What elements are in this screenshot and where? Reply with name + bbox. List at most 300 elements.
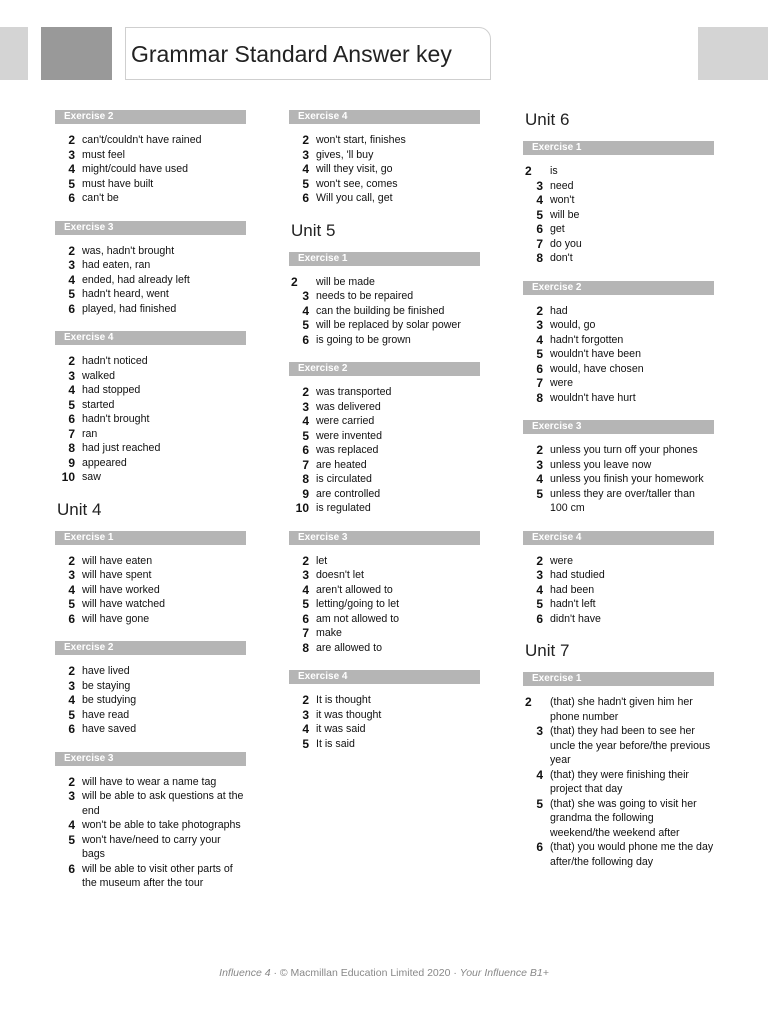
answer-text: It is thought bbox=[316, 694, 371, 706]
answer-text: played, had finished bbox=[82, 302, 177, 315]
answer-text: hadn't heard, went bbox=[82, 288, 169, 300]
answer-number: 5 bbox=[302, 736, 309, 751]
answer-item bbox=[55, 162, 246, 177]
answer-text: were invented bbox=[316, 429, 382, 442]
answer-number: 3 bbox=[536, 178, 543, 193]
answer-item bbox=[523, 612, 714, 627]
answer-item bbox=[289, 612, 480, 627]
answer-text: are heated bbox=[316, 458, 367, 471]
answer-text: were bbox=[550, 554, 573, 567]
answer-text: will have gone bbox=[82, 612, 150, 625]
answer-number: 6 bbox=[536, 222, 543, 236]
answer-item bbox=[55, 244, 246, 259]
answer-number: 4 bbox=[536, 472, 543, 486]
answer-text: let bbox=[316, 554, 328, 567]
exercise-block bbox=[523, 531, 714, 627]
answer-text: saw bbox=[82, 471, 101, 483]
answer-text: doesn't let bbox=[316, 569, 364, 581]
answer-text: had bbox=[550, 304, 568, 317]
answer-text: will have eaten bbox=[82, 554, 153, 567]
header-band-left bbox=[0, 27, 28, 80]
answer-item bbox=[55, 818, 246, 833]
unit-heading: Unit 5 bbox=[291, 220, 336, 240]
footer-copyright: · © Macmillan Education Limited 2020 · bbox=[270, 967, 460, 979]
answer-text: had just reached bbox=[82, 442, 161, 454]
answer-number: 6 bbox=[302, 191, 309, 205]
answer-text: ran bbox=[82, 427, 98, 440]
exercise-heading: Exercise 3 bbox=[523, 420, 714, 434]
answer-text: don't bbox=[550, 252, 573, 264]
answer-number: 7 bbox=[302, 626, 309, 640]
answer-number: 2 bbox=[302, 553, 309, 568]
answer-number: 4 bbox=[536, 332, 543, 347]
answer-number: 7 bbox=[536, 236, 543, 251]
answer-text: unless you leave now bbox=[550, 458, 652, 471]
answer-item bbox=[55, 383, 246, 398]
answer-text: It is said bbox=[316, 737, 355, 750]
column-3 bbox=[523, 110, 714, 884]
answer-number: 3 bbox=[536, 568, 543, 582]
answer-number: 2 bbox=[68, 243, 75, 258]
answer-text: is regulated bbox=[316, 502, 371, 514]
answer-number: 3 bbox=[68, 789, 75, 803]
answer-number: 8 bbox=[536, 251, 543, 265]
answer-text: ended, had already left bbox=[82, 273, 190, 286]
answer-item bbox=[523, 472, 714, 487]
exercise-block bbox=[55, 641, 246, 737]
answer-item bbox=[523, 208, 714, 223]
answer-text: have lived bbox=[82, 665, 130, 677]
answer-item bbox=[289, 641, 480, 656]
answer-text: is bbox=[550, 165, 558, 177]
answer-number: 2 bbox=[291, 274, 298, 289]
answer-item bbox=[55, 177, 246, 192]
answer-item bbox=[55, 597, 246, 612]
answer-number: 6 bbox=[68, 191, 75, 205]
answer-item bbox=[523, 768, 714, 797]
exercise-block bbox=[289, 110, 480, 206]
answer-item bbox=[55, 369, 246, 384]
exercise-block bbox=[523, 672, 714, 869]
answer-number: 2 bbox=[68, 664, 75, 678]
answer-item bbox=[523, 333, 714, 348]
answer-item bbox=[55, 664, 246, 679]
answer-text: unless you turn off your phones bbox=[550, 444, 698, 456]
answer-number: 5 bbox=[68, 832, 75, 847]
answer-text: appeared bbox=[82, 456, 127, 469]
answer-text: have read bbox=[82, 708, 130, 721]
answer-number: 5 bbox=[536, 347, 543, 361]
answer-number: 5 bbox=[536, 597, 543, 611]
answer-text: need bbox=[550, 179, 574, 192]
title-box bbox=[125, 27, 491, 80]
exercise-heading: Exercise 4 bbox=[289, 110, 480, 124]
answer-number: 2 bbox=[525, 164, 532, 178]
answer-number: 3 bbox=[536, 457, 543, 472]
answer-item bbox=[289, 148, 480, 163]
answer-number: 10 bbox=[61, 470, 75, 484]
answer-number: 3 bbox=[302, 147, 309, 162]
answer-number: 5 bbox=[68, 397, 75, 412]
answer-item bbox=[55, 456, 246, 471]
answer-item bbox=[523, 179, 714, 194]
answer-text: are controlled bbox=[316, 487, 381, 500]
answer-number: 5 bbox=[68, 287, 75, 301]
answer-item bbox=[55, 287, 246, 302]
answer-item bbox=[289, 289, 480, 304]
answer-number: 6 bbox=[68, 301, 75, 316]
answer-text: (that) she hadn't given him her phone number bbox=[550, 696, 693, 723]
answer-item bbox=[523, 487, 714, 516]
answer-text: is circulated bbox=[316, 473, 372, 485]
answer-item bbox=[523, 597, 714, 612]
answer-item bbox=[289, 722, 480, 737]
answer-text: hadn't left bbox=[550, 598, 596, 610]
answer-number: 4 bbox=[302, 582, 309, 597]
answer-item bbox=[55, 441, 246, 456]
answer-item bbox=[289, 708, 480, 723]
answer-item bbox=[523, 695, 714, 724]
answer-number: 3 bbox=[302, 568, 309, 582]
exercise-heading: Exercise 1 bbox=[523, 672, 714, 686]
answer-text: had stopped bbox=[82, 384, 141, 396]
answer-item bbox=[289, 472, 480, 487]
answer-text: it was said bbox=[316, 723, 366, 735]
answer-number: 6 bbox=[536, 611, 543, 626]
exercise-block bbox=[289, 670, 480, 751]
answer-number: 8 bbox=[536, 390, 543, 405]
answer-text: hadn't noticed bbox=[82, 355, 148, 367]
exercise-heading: Exercise 1 bbox=[55, 531, 246, 545]
answer-item bbox=[55, 148, 246, 163]
answer-text: will have spent bbox=[82, 569, 152, 581]
answer-text: (that) they were finishing their project that day bbox=[550, 768, 689, 795]
column-2 bbox=[289, 110, 480, 766]
answer-text: do you bbox=[550, 237, 582, 250]
answer-text: (that) they had been to see her uncle the year before/the previous year bbox=[550, 725, 711, 766]
exercise-heading: Exercise 1 bbox=[523, 141, 714, 155]
answer-number: 5 bbox=[68, 707, 75, 722]
answer-number: 8 bbox=[302, 640, 309, 655]
answer-text: wouldn't have been bbox=[550, 348, 641, 360]
answer-text: is going to be grown bbox=[316, 333, 411, 346]
answer-text: it was thought bbox=[316, 708, 382, 721]
answer-item bbox=[289, 626, 480, 641]
answer-number: 6 bbox=[68, 722, 75, 736]
answer-number: 5 bbox=[536, 796, 543, 811]
answer-item bbox=[55, 412, 246, 427]
answer-text: hadn't brought bbox=[82, 413, 150, 425]
answer-item bbox=[55, 612, 246, 627]
answer-number: 4 bbox=[536, 767, 543, 782]
answer-number: 4 bbox=[302, 722, 309, 736]
answer-item bbox=[55, 258, 246, 273]
answer-number: 2 bbox=[302, 693, 309, 707]
answer-item bbox=[55, 354, 246, 369]
answer-number: 7 bbox=[68, 426, 75, 441]
answer-text: won't have/need to carry your bags bbox=[82, 833, 221, 860]
answer-number: 6 bbox=[68, 861, 75, 876]
answer-text: were bbox=[550, 377, 573, 389]
answer-text: had been bbox=[550, 583, 595, 596]
answer-text: was transported bbox=[316, 386, 392, 398]
answer-number: 3 bbox=[68, 147, 75, 162]
answer-item bbox=[289, 385, 480, 400]
answer-text: gives, 'll buy bbox=[316, 148, 374, 161]
answer-text: might/could have used bbox=[82, 163, 189, 175]
answer-text: needs to be repaired bbox=[316, 290, 414, 302]
answer-item bbox=[523, 251, 714, 266]
exercise-heading: Exercise 2 bbox=[55, 641, 246, 655]
answer-number: 7 bbox=[536, 376, 543, 390]
answer-number: 6 bbox=[302, 443, 309, 457]
answer-item bbox=[523, 568, 714, 583]
answer-item bbox=[55, 708, 246, 723]
answer-text: get bbox=[550, 223, 565, 235]
answer-item bbox=[289, 443, 480, 458]
answer-text: were carried bbox=[316, 415, 375, 427]
answer-number: 2 bbox=[68, 553, 75, 568]
answer-item bbox=[523, 347, 714, 362]
answer-number: 3 bbox=[68, 568, 75, 582]
answer-item bbox=[55, 693, 246, 708]
answer-number: 3 bbox=[536, 318, 543, 332]
answer-item bbox=[55, 583, 246, 598]
answer-item bbox=[289, 318, 480, 333]
answer-text: had studied bbox=[550, 569, 605, 581]
unit-heading: Unit 7 bbox=[525, 641, 570, 660]
answer-item bbox=[289, 597, 480, 612]
answer-item bbox=[55, 554, 246, 569]
footer-course: Your Influence B1+ bbox=[459, 967, 549, 979]
answer-number: 4 bbox=[302, 303, 309, 318]
answer-number: 6 bbox=[302, 332, 309, 347]
answer-number: 4 bbox=[536, 193, 543, 207]
answer-number: 3 bbox=[68, 368, 75, 383]
answer-text: will have worked bbox=[82, 583, 160, 596]
answer-number: 4 bbox=[68, 818, 75, 832]
answer-number: 4 bbox=[302, 414, 309, 428]
exercise-heading: Exercise 3 bbox=[289, 531, 480, 545]
answer-item bbox=[289, 304, 480, 319]
answer-text: can't be bbox=[82, 192, 119, 204]
answer-item bbox=[289, 487, 480, 502]
exercise-heading: Exercise 2 bbox=[55, 110, 246, 124]
answer-number: 2 bbox=[536, 553, 543, 568]
footer-book: Influence 4 bbox=[219, 967, 271, 979]
answer-number: 7 bbox=[302, 457, 309, 472]
answer-text: wouldn't have hurt bbox=[550, 391, 636, 404]
answer-text: will be able to visit other parts of the museum after the tour bbox=[82, 862, 233, 889]
answer-item bbox=[55, 775, 246, 790]
answer-text: will be made bbox=[316, 275, 375, 288]
answer-number: 6 bbox=[68, 611, 75, 626]
answer-text: will be bbox=[550, 208, 580, 221]
answer-number: 4 bbox=[68, 693, 75, 707]
answer-number: 3 bbox=[536, 724, 543, 738]
answer-text: walked bbox=[82, 369, 115, 382]
answer-item bbox=[289, 583, 480, 598]
answer-item bbox=[523, 193, 714, 208]
answer-number: 5 bbox=[536, 207, 543, 222]
unit-heading: Unit 6 bbox=[525, 110, 570, 129]
answer-item bbox=[289, 333, 480, 348]
answer-item bbox=[523, 237, 714, 252]
answer-item bbox=[55, 679, 246, 694]
answer-number: 2 bbox=[68, 774, 75, 789]
exercise-heading: Exercise 2 bbox=[523, 281, 714, 295]
exercise-block bbox=[523, 141, 714, 266]
answer-number: 3 bbox=[68, 678, 75, 693]
answer-number: 5 bbox=[302, 176, 309, 191]
unit-heading: Unit 4 bbox=[57, 499, 102, 519]
answer-item bbox=[55, 568, 246, 583]
answer-item bbox=[55, 862, 246, 891]
footer bbox=[0, 967, 768, 979]
exercise-block bbox=[289, 531, 480, 656]
answer-item bbox=[523, 458, 714, 473]
exercise-block bbox=[55, 531, 246, 627]
answer-item bbox=[523, 443, 714, 458]
answer-item bbox=[523, 164, 714, 179]
answer-number: 3 bbox=[302, 289, 309, 303]
answer-number: 6 bbox=[536, 840, 543, 854]
answer-text: have saved bbox=[82, 723, 137, 735]
answer-text: started bbox=[82, 398, 115, 411]
answer-item bbox=[289, 162, 480, 177]
column-1 bbox=[55, 110, 246, 906]
answer-text: Will you call, get bbox=[316, 192, 393, 204]
answer-number: 3 bbox=[302, 707, 309, 722]
exercise-block bbox=[55, 331, 246, 485]
exercise-block bbox=[55, 221, 246, 317]
answer-text: was replaced bbox=[316, 444, 379, 456]
answer-number: 2 bbox=[302, 385, 309, 399]
answer-text: am not allowed to bbox=[316, 612, 400, 625]
answer-item bbox=[289, 737, 480, 752]
answer-item bbox=[289, 693, 480, 708]
answer-item bbox=[289, 177, 480, 192]
answer-item bbox=[523, 318, 714, 333]
answer-item bbox=[523, 391, 714, 406]
answer-item bbox=[289, 458, 480, 473]
answer-number: 10 bbox=[295, 501, 309, 515]
answer-text: unless you finish your homework bbox=[550, 473, 704, 485]
answer-item bbox=[289, 275, 480, 290]
answer-number: 2 bbox=[68, 133, 75, 147]
answer-text: be studying bbox=[82, 694, 137, 706]
answer-text: will have watched bbox=[82, 598, 166, 610]
answer-number: 2 bbox=[302, 133, 309, 147]
answer-text: be staying bbox=[82, 679, 131, 692]
answer-number: 5 bbox=[68, 176, 75, 191]
exercise-block bbox=[55, 110, 246, 206]
answer-number: 5 bbox=[536, 486, 543, 501]
answer-item bbox=[289, 133, 480, 148]
answer-text: are allowed to bbox=[316, 641, 382, 654]
answer-number: 6 bbox=[68, 412, 75, 426]
answer-number: 2 bbox=[525, 695, 532, 709]
answer-text: would, go bbox=[550, 319, 596, 331]
answer-item bbox=[523, 724, 714, 768]
answer-text: letting/going to let bbox=[316, 598, 400, 610]
answer-text: unless they are over/taller than 100 cm bbox=[550, 487, 695, 514]
answer-item bbox=[523, 304, 714, 319]
answer-number: 2 bbox=[68, 354, 75, 368]
answer-number: 9 bbox=[68, 455, 75, 470]
answer-item bbox=[55, 302, 246, 317]
exercise-block bbox=[523, 281, 714, 406]
header-band-gray bbox=[41, 27, 112, 80]
answer-item bbox=[523, 362, 714, 377]
answer-number: 8 bbox=[302, 472, 309, 486]
answer-text: must feel bbox=[82, 148, 125, 161]
answer-item bbox=[289, 568, 480, 583]
answer-text: won't see, comes bbox=[316, 177, 398, 190]
answer-text: hadn't forgotten bbox=[550, 333, 624, 346]
answer-text: will be replaced by solar power bbox=[316, 319, 461, 331]
answer-item bbox=[523, 554, 714, 569]
answer-text: didn't have bbox=[550, 612, 601, 625]
answer-item bbox=[55, 191, 246, 206]
answer-item bbox=[523, 222, 714, 237]
answer-item bbox=[289, 501, 480, 516]
answer-text: had eaten, ran bbox=[82, 259, 151, 271]
answer-item bbox=[523, 583, 714, 598]
answer-text: won't bbox=[550, 194, 575, 206]
answer-item bbox=[289, 400, 480, 415]
answer-text: can the building be finished bbox=[316, 304, 445, 317]
answer-text: (that) you would phone me the day after/the following day bbox=[550, 841, 714, 868]
answer-text: was delivered bbox=[316, 400, 381, 413]
answer-item bbox=[55, 133, 246, 148]
answer-number: 2 bbox=[536, 443, 543, 457]
answer-item bbox=[55, 470, 246, 485]
answer-item bbox=[55, 789, 246, 818]
exercise-block bbox=[523, 420, 714, 516]
page-title: Grammar Standard Answer key bbox=[131, 41, 452, 67]
exercise-heading: Exercise 2 bbox=[289, 362, 480, 376]
answer-item bbox=[289, 554, 480, 569]
answer-number: 6 bbox=[302, 611, 309, 626]
answer-number: 4 bbox=[68, 272, 75, 287]
answer-item bbox=[55, 398, 246, 413]
answer-text: would, have chosen bbox=[550, 362, 644, 375]
answer-item bbox=[289, 429, 480, 444]
answer-text: will they visit, go bbox=[316, 163, 393, 175]
answer-number: 3 bbox=[302, 399, 309, 414]
exercise-heading: Exercise 4 bbox=[55, 331, 246, 345]
answer-text: aren't allowed to bbox=[316, 583, 393, 596]
exercise-block bbox=[289, 362, 480, 516]
answer-item bbox=[55, 273, 246, 288]
answer-number: 5 bbox=[302, 318, 309, 332]
answer-text: make bbox=[316, 627, 342, 639]
exercise-heading: Exercise 1 bbox=[289, 252, 480, 266]
header-band-right bbox=[698, 27, 768, 80]
exercise-heading: Exercise 3 bbox=[55, 221, 246, 235]
exercise-heading: Exercise 4 bbox=[523, 531, 714, 545]
answer-number: 9 bbox=[302, 486, 309, 501]
answer-item bbox=[55, 833, 246, 862]
answer-text: was, hadn't brought bbox=[82, 244, 175, 257]
answer-text: (that) she was going to visit her grandma the following weekend/the weekend after bbox=[550, 797, 697, 839]
answer-item bbox=[55, 722, 246, 737]
exercise-heading: Exercise 3 bbox=[55, 752, 246, 766]
exercise-block bbox=[289, 252, 480, 348]
answer-text: must have built bbox=[82, 177, 154, 190]
answer-item bbox=[55, 427, 246, 442]
